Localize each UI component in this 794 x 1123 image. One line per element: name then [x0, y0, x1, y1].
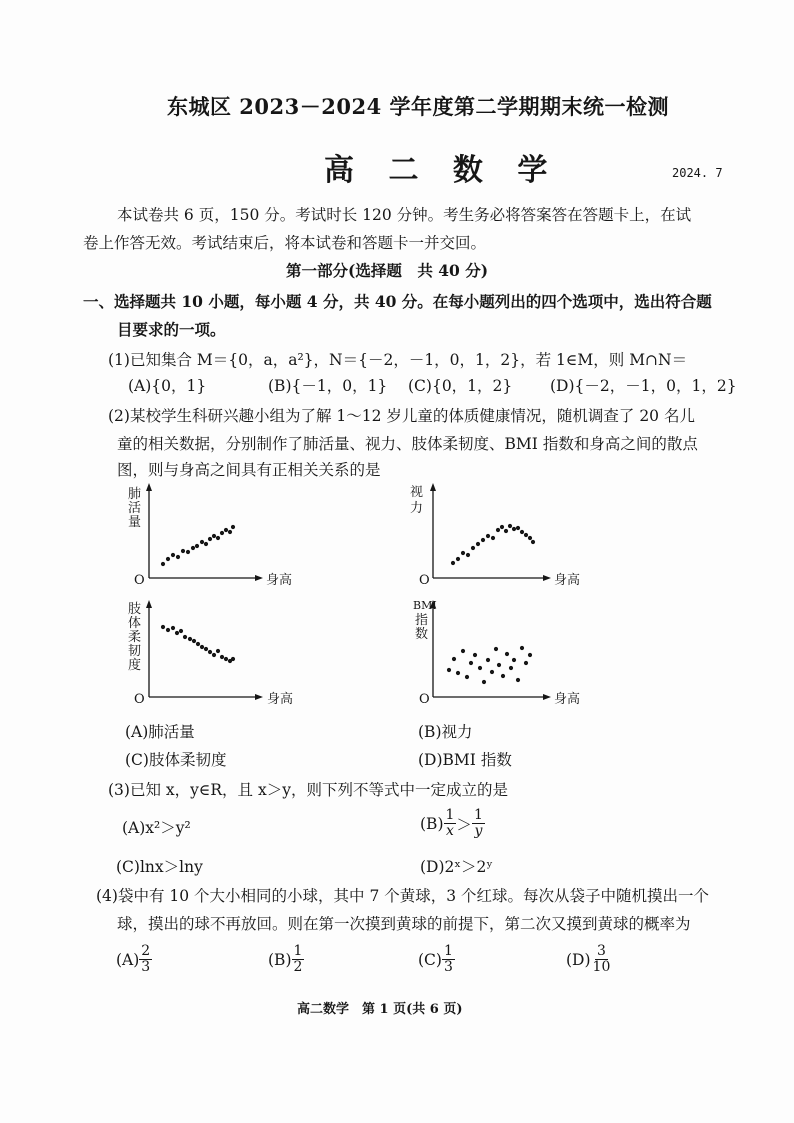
- q4-option-a: [116, 944, 152, 975]
- y-axis-label-char: 活: [128, 501, 142, 516]
- scatter-point: [486, 658, 490, 662]
- scatter-point: [204, 542, 208, 546]
- y-axis-arrow: [146, 483, 152, 491]
- scatter-point: [181, 549, 185, 553]
- fraction-denominator: y: [474, 823, 483, 839]
- scatter-point: [212, 534, 216, 538]
- scatter-point: [166, 557, 170, 561]
- scatter-points: [161, 525, 235, 566]
- scatter-point: [231, 657, 235, 661]
- scatter-points: [447, 646, 532, 684]
- q4-option-a-label: (A): [116, 950, 140, 969]
- fraction-denominator: 3: [141, 959, 151, 975]
- fraction-numerator: 1: [443, 943, 453, 959]
- q1-stem: (1)已知集合 M＝{0，a，a²}，N＝{－2，－1，0，1，2}，若 1∈M，则 M∩N＝: [108, 351, 688, 369]
- scatter-point: [196, 642, 200, 646]
- scatter-point: [520, 646, 524, 650]
- scatter-point: [224, 528, 228, 532]
- scatter-point: [224, 657, 228, 661]
- y-axis-label-char: 韧: [128, 644, 142, 659]
- scatter-point: [200, 645, 204, 649]
- scatter-point: [531, 540, 535, 544]
- subject-title: 高 二 数 学: [324, 153, 560, 188]
- scatter-point: [183, 635, 187, 639]
- exam-title: 东城区 2023－2024 学年度第二学期期末统一检测: [167, 94, 670, 119]
- scatter-point: [461, 649, 465, 653]
- scatter-point: [456, 557, 460, 561]
- scatter-point: [461, 551, 465, 555]
- q4-option-b: [268, 944, 304, 975]
- scatter-point: [220, 655, 224, 659]
- scatter-point: [528, 536, 532, 540]
- q3-option-b: [420, 808, 485, 839]
- x-axis-arrow: [255, 694, 263, 700]
- q1-option-c: (C){0，1，2}: [408, 377, 513, 395]
- fraction-numerator: 1: [473, 807, 483, 823]
- y-axis-label-char: 数: [415, 627, 429, 642]
- scatter-point: [204, 647, 208, 651]
- q2-option-d: (D)BMI 指数: [418, 751, 512, 769]
- scatter-point: [176, 555, 180, 559]
- y-axis-label-char: 体: [128, 616, 142, 631]
- scatter-point: [456, 671, 460, 675]
- scatter-plot-bmi: [400, 597, 590, 709]
- origin-label: O: [134, 692, 145, 707]
- scatter-point: [161, 562, 165, 566]
- scatter-point: [166, 628, 170, 632]
- q2-option-b: (B)视力: [418, 723, 473, 741]
- scatter-point: [452, 657, 456, 661]
- scatter-point: [208, 537, 212, 541]
- scatter-point: [175, 631, 179, 635]
- q4-option-d: [566, 944, 612, 975]
- scatter-point: [451, 561, 455, 565]
- fraction-denominator: 2: [293, 959, 303, 975]
- fraction-denominator: 3: [443, 959, 453, 975]
- scatter-point: [465, 675, 469, 679]
- y-axis-label-char: 视: [410, 485, 424, 500]
- y-axis-arrow: [430, 483, 436, 491]
- scatter-point: [188, 637, 192, 641]
- scatter-point: [516, 678, 520, 682]
- origin-label: O: [419, 573, 430, 588]
- q1-option-b: (B){－1，0，1}: [268, 377, 388, 395]
- fraction-numerator: 2: [141, 943, 151, 959]
- x-axis-label: 身高: [267, 692, 294, 707]
- scatter-points: [451, 524, 535, 565]
- scatter-point: [508, 524, 512, 528]
- part-title: 第一部分(选择题 共 40 分): [286, 261, 489, 280]
- scatter-plot-flexibility: [120, 597, 310, 709]
- q4-option-c: [418, 944, 455, 975]
- scatter-point: [504, 529, 508, 533]
- y-axis-label-char: 量: [128, 515, 142, 530]
- q3-option-c: (C)lnx＞lny: [116, 858, 203, 876]
- fraction: [444, 808, 457, 839]
- scatter-point: [161, 625, 165, 629]
- scatter-point: [516, 526, 520, 530]
- fraction-denominator: 10: [592, 959, 611, 975]
- scatter-point: [191, 546, 195, 550]
- scatter-point: [478, 666, 482, 670]
- scatter-point: [512, 658, 516, 662]
- scatter-point: [186, 550, 190, 554]
- scatter-point: [179, 629, 183, 633]
- q4-stem-line-2: 球，摸出的球不再放回。则在第一次摸到黄球的前提下，第二次又摸到黄球的概率为: [117, 915, 691, 933]
- scatter-point: [509, 666, 513, 670]
- scatter-point: [512, 527, 516, 531]
- fraction-numerator: 1: [445, 807, 455, 823]
- scatter-point: [471, 546, 475, 550]
- instructions-line-1: 本试卷共 6 页，150 分。考试时长 120 分钟。考生务必将答案答在答题卡上，在试: [117, 206, 692, 224]
- q2-stem-line-3: 图，则与身高之间具有正相关关系的是: [117, 461, 381, 479]
- scatter-point: [216, 536, 220, 540]
- scatter-point: [208, 650, 212, 654]
- section-instructions-line-2: 目要求的一项。: [117, 320, 226, 339]
- y-axis-label-char: BMI: [413, 599, 437, 612]
- scatter-point: [524, 533, 528, 537]
- fraction: [442, 944, 455, 975]
- scatter-plot-vision: [400, 480, 590, 592]
- scatter-point: [520, 530, 524, 534]
- fraction: [139, 944, 152, 975]
- scatter-point: [473, 653, 477, 657]
- y-axis-label-char: 指: [415, 613, 429, 628]
- scatter-point: [497, 663, 501, 667]
- fraction: [591, 944, 613, 975]
- x-axis-arrow: [543, 694, 551, 700]
- origin-label: O: [134, 573, 145, 588]
- scatter-point: [496, 528, 500, 532]
- scatter-point: [228, 530, 232, 534]
- scatter-point: [195, 544, 199, 548]
- scatter-point: [490, 670, 494, 674]
- x-axis-arrow: [543, 575, 551, 581]
- scatter-point: [481, 538, 485, 542]
- scatter-point: [212, 653, 216, 657]
- q3-option-b-label: (B): [420, 814, 444, 833]
- q2-stem-line-2: 童的相关数据，分别制作了肺活量、视力、肢体柔韧度、BMI 指数和身高之间的散点: [117, 435, 698, 453]
- section-instructions-line-1: 一、选择题共 10 小题，每小题 4 分，共 40 分。在每小题列出的四个选项中，选出符合题: [83, 292, 712, 311]
- y-axis-label-char: 柔: [128, 630, 142, 645]
- fraction-numerator: 3: [596, 943, 606, 959]
- scatter-point: [220, 531, 224, 535]
- x-axis-arrow: [255, 575, 263, 581]
- y-axis-label-char: 肺: [128, 487, 142, 502]
- q3-stem: (3)已知 x，y∈R，且 x＞y，则下列不等式中一定成立的是: [108, 781, 508, 799]
- q4-stem-line-1: (4)袋中有 10 个大小相同的小球，其中 7 个黄球，3 个红球。每次从袋子中随机摸出一个: [96, 887, 710, 905]
- exam-date: 2024. 7: [672, 166, 723, 180]
- scatter-point: [491, 536, 495, 540]
- scatter-point: [171, 626, 175, 630]
- scatter-point: [486, 534, 490, 538]
- fraction: [292, 944, 305, 975]
- origin-label: O: [419, 692, 430, 707]
- scatter-point: [231, 525, 235, 529]
- scatter-point: [447, 668, 451, 672]
- q1-option-a: (A){0，1}: [128, 377, 207, 395]
- y-axis-label-char: 力: [410, 501, 424, 516]
- scatter-point: [528, 653, 532, 657]
- q2-option-a: (A)肺活量: [125, 723, 195, 741]
- fraction: [472, 808, 485, 839]
- q3-option-d: (D)2ˣ＞2ʸ: [420, 858, 493, 876]
- scatter-point: [500, 525, 504, 529]
- scatter-point: [501, 674, 505, 678]
- y-axis-label-char: 肢: [128, 602, 142, 617]
- scatter-point: [466, 553, 470, 557]
- scatter-point: [476, 542, 480, 546]
- scatter-point: [216, 649, 220, 653]
- x-axis-label: 身高: [266, 573, 293, 588]
- q4-option-d-label: (D): [566, 950, 591, 969]
- q2-stem-line-1: (2)某校学生科研兴趣小组为了解 1～12 岁儿童的体质健康情况，随机调查了 20 名儿: [108, 407, 695, 425]
- x-axis-label: 身高: [554, 692, 581, 707]
- scatter-point: [192, 639, 196, 643]
- scatter-point: [524, 661, 528, 665]
- q4-option-b-label: (B): [268, 950, 292, 969]
- scatter-point: [171, 553, 175, 557]
- q1-option-d: (D){－2，－1，0，1，2}: [550, 377, 737, 395]
- scatter-point: [494, 647, 498, 651]
- scatter-points: [161, 625, 235, 663]
- page-footer: 高二数学 第 1 页(共 6 页): [297, 1002, 463, 1017]
- greater-than-sign: ＞: [456, 815, 472, 834]
- q2-option-c: (C)肢体柔韧度: [125, 751, 227, 769]
- scatter-point: [200, 540, 204, 544]
- scatter-point: [482, 680, 486, 684]
- scatter-plot-lung-capacity: [120, 480, 310, 592]
- fraction-numerator: 1: [293, 943, 303, 959]
- instructions-line-2: 卷上作答无效。考试结束后，将本试卷和答题卡一并交回。: [83, 234, 487, 252]
- fraction-denominator: x: [446, 823, 454, 839]
- q4-option-c-label: (C): [418, 950, 442, 969]
- y-axis-label-char: 度: [128, 658, 142, 673]
- q3-option-a: (A)x²＞y²: [122, 819, 191, 837]
- scatter-point: [505, 652, 509, 656]
- y-axis-arrow: [146, 600, 152, 608]
- x-axis-label: 身高: [554, 573, 581, 588]
- scatter-point: [469, 661, 473, 665]
